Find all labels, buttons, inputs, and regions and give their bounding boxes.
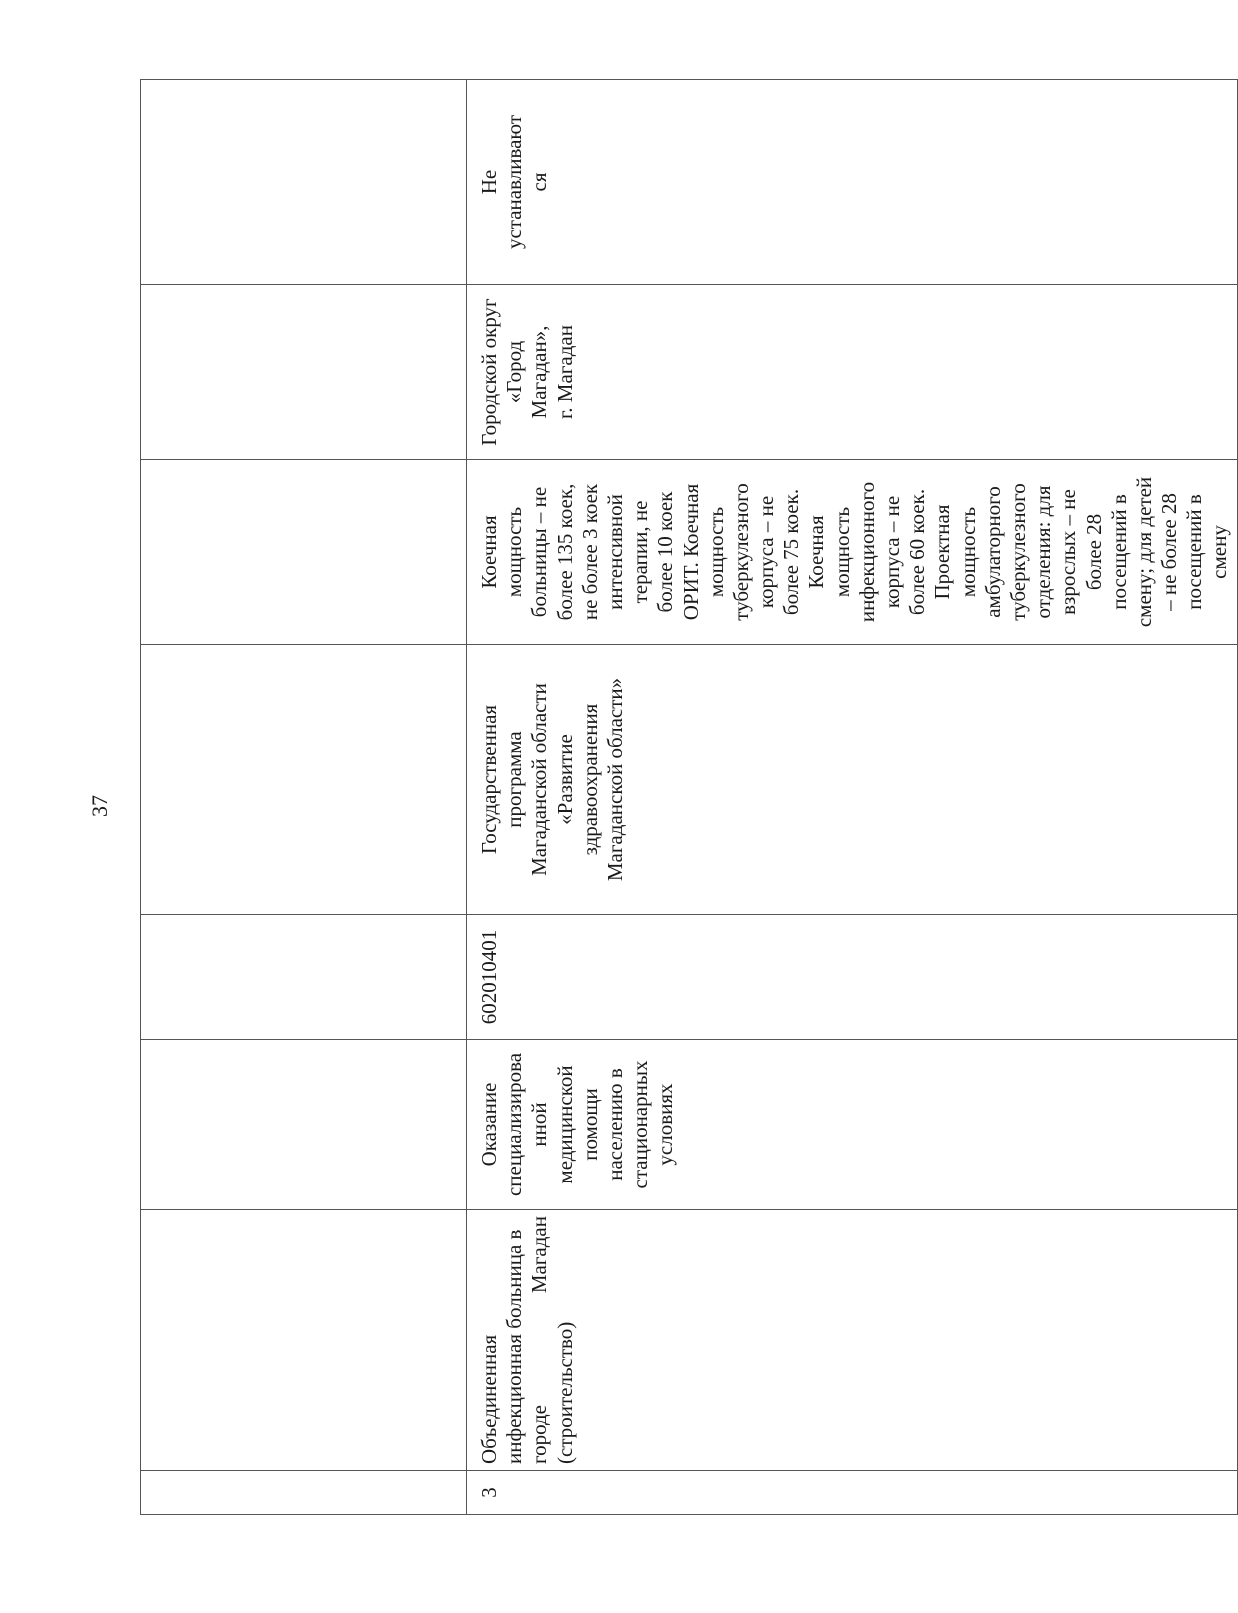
blank-cell: [141, 645, 467, 915]
capacity-cell: [467, 460, 1238, 645]
capacity-line: не более 3 коек: [577, 483, 602, 621]
blank-cell: [141, 80, 467, 285]
code-cell: [467, 915, 1238, 1040]
capacity-line: посещений в: [1106, 494, 1131, 610]
capacity-line: более 10 коек: [653, 491, 678, 613]
object-name-cell: [467, 1210, 1238, 1471]
page-number: 37: [87, 795, 112, 817]
capacity-line: интенсивной: [602, 494, 627, 610]
capacity-line: отделения: для: [1031, 485, 1056, 619]
purpose-cell: [467, 1040, 1238, 1210]
capacity-line: более 75 коек.: [779, 488, 804, 616]
object-name: Объединенная инфекционная больница в городе Магадан (строительство): [477, 1216, 577, 1464]
capacity-line: ОРИТ. Коечная: [678, 483, 703, 621]
capacity-line: более 135 коек,: [552, 483, 577, 621]
capacity-text: [467, 460, 1237, 644]
capacity-line: терапии, не: [628, 500, 653, 604]
capacity-line: туберкулезного: [728, 483, 753, 621]
blank-header-row: [141, 80, 467, 1515]
capacity-line: мощность: [703, 506, 728, 598]
capacity-line: Коечная: [804, 515, 829, 589]
capacity-line: инфекционного: [854, 481, 879, 623]
capacity-line: корпуса – не: [880, 495, 904, 609]
capacity-line: Коечная: [477, 515, 501, 589]
capacity-line: – не более 28: [1157, 493, 1182, 611]
blank-cell: [141, 285, 467, 460]
capacity-line: больницы – не: [527, 486, 552, 618]
capacity-line: более 28: [1081, 513, 1106, 591]
capacity-line: амбулаторного: [980, 486, 1005, 618]
capacity-line: корпуса – не: [754, 495, 779, 609]
objects-table: [140, 79, 1238, 1515]
zones-cell: [467, 80, 1238, 285]
purpose-text: Оказание специализирова нной медицинской помощи населению в стационарных условиях: [477, 1052, 678, 1197]
capacity-line: посещений в: [1182, 494, 1207, 610]
capacity-line: смену; для детей: [1131, 476, 1156, 628]
blank-cell: [141, 1210, 467, 1471]
table-row: [467, 80, 1238, 1515]
row-number: 3: [477, 1487, 501, 1498]
capacity-line: мощность: [955, 506, 980, 598]
capacity-line: мощность: [502, 506, 527, 598]
location-text: Городской округ «Город Магадан», г. Магадан: [477, 298, 577, 446]
code-value: 602010401: [477, 929, 501, 1025]
location-cell: [467, 285, 1238, 460]
capacity-line: более 60 коек.: [905, 488, 930, 616]
row-number-cell: [467, 1471, 1238, 1515]
capacity-line: мощность: [829, 506, 854, 598]
capacity-line: смену: [1207, 525, 1232, 579]
rotated-page-content: [140, 80, 1232, 1515]
program-cell: [467, 645, 1238, 915]
blank-cell: [141, 460, 467, 645]
blank-cell: [141, 1040, 467, 1210]
capacity-line: туберкулезного: [1005, 483, 1030, 621]
program-text: Государственная программа Магаданской области «Развитие здравоохранения Магаданской области»: [477, 677, 627, 882]
capacity-line: Проектная: [930, 504, 955, 600]
blank-cell: [141, 915, 467, 1040]
zones-text: Не устанавливают ся: [477, 114, 552, 250]
capacity-line: взрослых – не: [1056, 489, 1081, 615]
blank-cell: [141, 1471, 467, 1515]
